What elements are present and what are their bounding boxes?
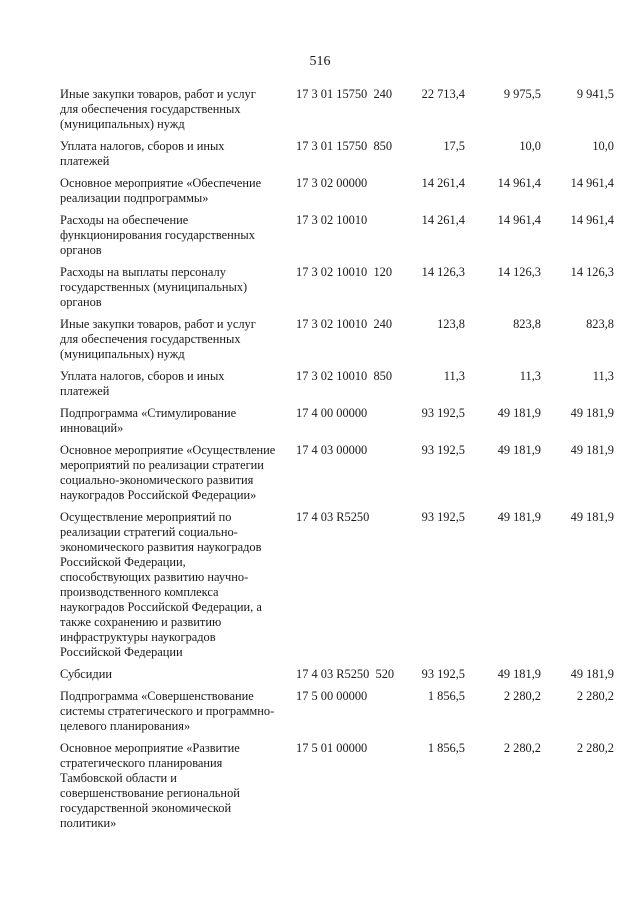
amount-year-1: 93 192,5 <box>421 510 465 524</box>
row-description <box>60 510 292 660</box>
amount-year-3: 49 181,9 <box>570 667 614 681</box>
row-description <box>60 87 292 132</box>
description-line: Российской Федерации <box>60 645 183 659</box>
row-description <box>60 406 292 436</box>
description-line: Иные закупки товаров, работ и услуг <box>60 87 256 101</box>
description-line: стратегического планирования <box>60 756 223 770</box>
amount-year-3: 2 280,2 <box>576 689 614 703</box>
amount-year-2: 14 961,4 <box>497 176 541 190</box>
description-line: Российской Федерации, <box>60 555 186 569</box>
budget-code: 17 4 00 00000 <box>296 406 368 420</box>
description-line: экономического развития наукоградов <box>60 540 262 554</box>
amount-year-3: 14 126,3 <box>570 265 614 279</box>
row-description <box>60 741 292 831</box>
table-row <box>0 87 640 139</box>
description-line: Иные закупки товаров, работ и услуг <box>60 317 256 331</box>
description-line: Расходы на выплаты персоналу <box>60 265 226 279</box>
description-line: Уплата налогов, сборов и иных <box>60 369 225 383</box>
description-line: функционирования государственных <box>60 228 255 242</box>
table-row <box>0 510 640 667</box>
amount-year-2: 49 181,9 <box>497 406 541 420</box>
amount-year-2: 10,0 <box>519 139 541 153</box>
amount-year-3: 49 181,9 <box>570 443 614 457</box>
amount-year-3: 10,0 <box>592 139 614 153</box>
description-line: органов <box>60 295 102 309</box>
budget-code: 17 4 03 R5250 520 <box>296 667 395 681</box>
table-row <box>0 213 640 265</box>
description-line: органов <box>60 243 102 257</box>
description-line: государственных (муниципальных) <box>60 280 248 294</box>
amount-year-2: 14 961,4 <box>497 213 541 227</box>
description-line: (муниципальных) нужд <box>60 117 185 131</box>
budget-table <box>0 87 640 838</box>
amount-year-3: 11,3 <box>592 369 614 383</box>
table-row <box>0 443 640 510</box>
budget-code: 17 3 02 10010 240 <box>296 317 393 331</box>
description-line: Субсидии <box>60 667 112 681</box>
budget-code: 17 5 00 00000 <box>296 689 368 703</box>
amount-year-1: 11,3 <box>443 369 465 383</box>
budget-code: 17 4 03 00000 <box>296 443 368 457</box>
amount-year-1: 14 261,4 <box>421 213 465 227</box>
row-description <box>60 443 292 503</box>
amount-year-3: 9 941,5 <box>576 87 614 101</box>
description-line: Расходы на обеспечение <box>60 213 189 227</box>
budget-code: 17 4 03 R5250 <box>296 510 370 524</box>
description-line: социально-экономического развития <box>60 473 254 487</box>
amount-year-1: 93 192,5 <box>421 443 465 457</box>
budget-code: 17 3 02 10010 <box>296 213 368 227</box>
amount-year-2: 49 181,9 <box>497 443 541 457</box>
description-line: мероприятий по реализации стратегии <box>60 458 264 472</box>
amount-year-1: 1 856,5 <box>427 741 465 755</box>
description-line: системы стратегического и программно- <box>60 704 275 718</box>
amount-year-3: 49 181,9 <box>570 510 614 524</box>
row-description <box>60 667 292 682</box>
description-line: наукоградов Российской Федерации, а <box>60 600 262 614</box>
amount-year-1: 17,5 <box>443 139 465 153</box>
description-line: Осуществление мероприятий по <box>60 510 232 524</box>
table-row <box>0 406 640 443</box>
description-line: инноваций» <box>60 421 124 435</box>
amount-year-3: 49 181,9 <box>570 406 614 420</box>
description-line: для обеспечения государственных <box>60 332 241 346</box>
table-row <box>0 689 640 741</box>
amount-year-3: 2 280,2 <box>576 741 614 755</box>
description-line: наукоградов Российской Федерации» <box>60 488 257 502</box>
row-description <box>60 689 292 734</box>
description-line: инфраструктуры наукоградов <box>60 630 216 644</box>
description-line: Основное мероприятие «Обеспечение <box>60 176 262 190</box>
description-line: способствующих развитию научно- <box>60 570 249 584</box>
row-description <box>60 176 292 206</box>
description-line: Основное мероприятие «Осуществление <box>60 443 276 457</box>
description-line: Основное мероприятие «Развитие <box>60 741 240 755</box>
description-line: Подпрограмма «Стимулирование <box>60 406 237 420</box>
amount-year-1: 93 192,5 <box>421 667 465 681</box>
amount-year-2: 14 126,3 <box>497 265 541 279</box>
budget-code: 17 3 02 10010 850 <box>296 369 393 383</box>
budget-code: 17 3 01 15750 240 <box>296 87 393 101</box>
amount-year-1: 93 192,5 <box>421 406 465 420</box>
description-line: платежей <box>60 384 110 398</box>
budget-code: 17 3 01 15750 850 <box>296 139 393 153</box>
amount-year-1: 123,8 <box>437 317 465 331</box>
table-row <box>0 369 640 406</box>
description-line: (муниципальных) нужд <box>60 347 185 361</box>
row-description <box>60 213 292 258</box>
budget-code: 17 5 01 00000 <box>296 741 368 755</box>
amount-year-1: 1 856,5 <box>427 689 465 703</box>
table-row <box>0 139 640 176</box>
amount-year-2: 2 280,2 <box>503 689 541 703</box>
amount-year-1: 22 713,4 <box>421 87 465 101</box>
row-description <box>60 139 292 169</box>
table-row <box>0 176 640 213</box>
description-line: Уплата налогов, сборов и иных <box>60 139 225 153</box>
description-line: политики» <box>60 816 117 830</box>
amount-year-3: 14 961,4 <box>570 213 614 227</box>
amount-year-2: 11,3 <box>519 369 541 383</box>
table-row <box>0 265 640 317</box>
amount-year-3: 823,8 <box>586 317 614 331</box>
description-line: Подпрограмма «Совершенствование <box>60 689 254 703</box>
amount-year-2: 49 181,9 <box>497 510 541 524</box>
budget-code: 17 3 02 00000 <box>296 176 368 190</box>
amount-year-2: 823,8 <box>513 317 541 331</box>
description-line: производственного комплекса <box>60 585 219 599</box>
amount-year-2: 9 975,5 <box>503 87 541 101</box>
amount-year-2: 49 181,9 <box>497 667 541 681</box>
description-line: совершенствование региональной <box>60 786 240 800</box>
description-line: платежей <box>60 154 110 168</box>
amount-year-1: 14 126,3 <box>421 265 465 279</box>
table-row <box>0 667 640 689</box>
page-number: 516 <box>309 54 331 69</box>
description-line: для обеспечения государственных <box>60 102 241 116</box>
table-row <box>0 741 640 838</box>
description-line: целевого планирования» <box>60 719 191 733</box>
description-line: Тамбовской области и <box>60 771 177 785</box>
description-line: государственной экономической <box>60 801 232 815</box>
amount-year-1: 14 261,4 <box>421 176 465 190</box>
budget-code: 17 3 02 10010 120 <box>296 265 393 279</box>
amount-year-2: 2 280,2 <box>503 741 541 755</box>
table-row <box>0 317 640 369</box>
description-line: реализации стратегий социально- <box>60 525 238 539</box>
description-line: реализации подпрограммы» <box>60 191 209 205</box>
row-description <box>60 265 292 310</box>
description-line: также сохранению и развитию <box>60 615 222 629</box>
amount-year-3: 14 961,4 <box>570 176 614 190</box>
row-description <box>60 317 292 362</box>
row-description <box>60 369 292 399</box>
